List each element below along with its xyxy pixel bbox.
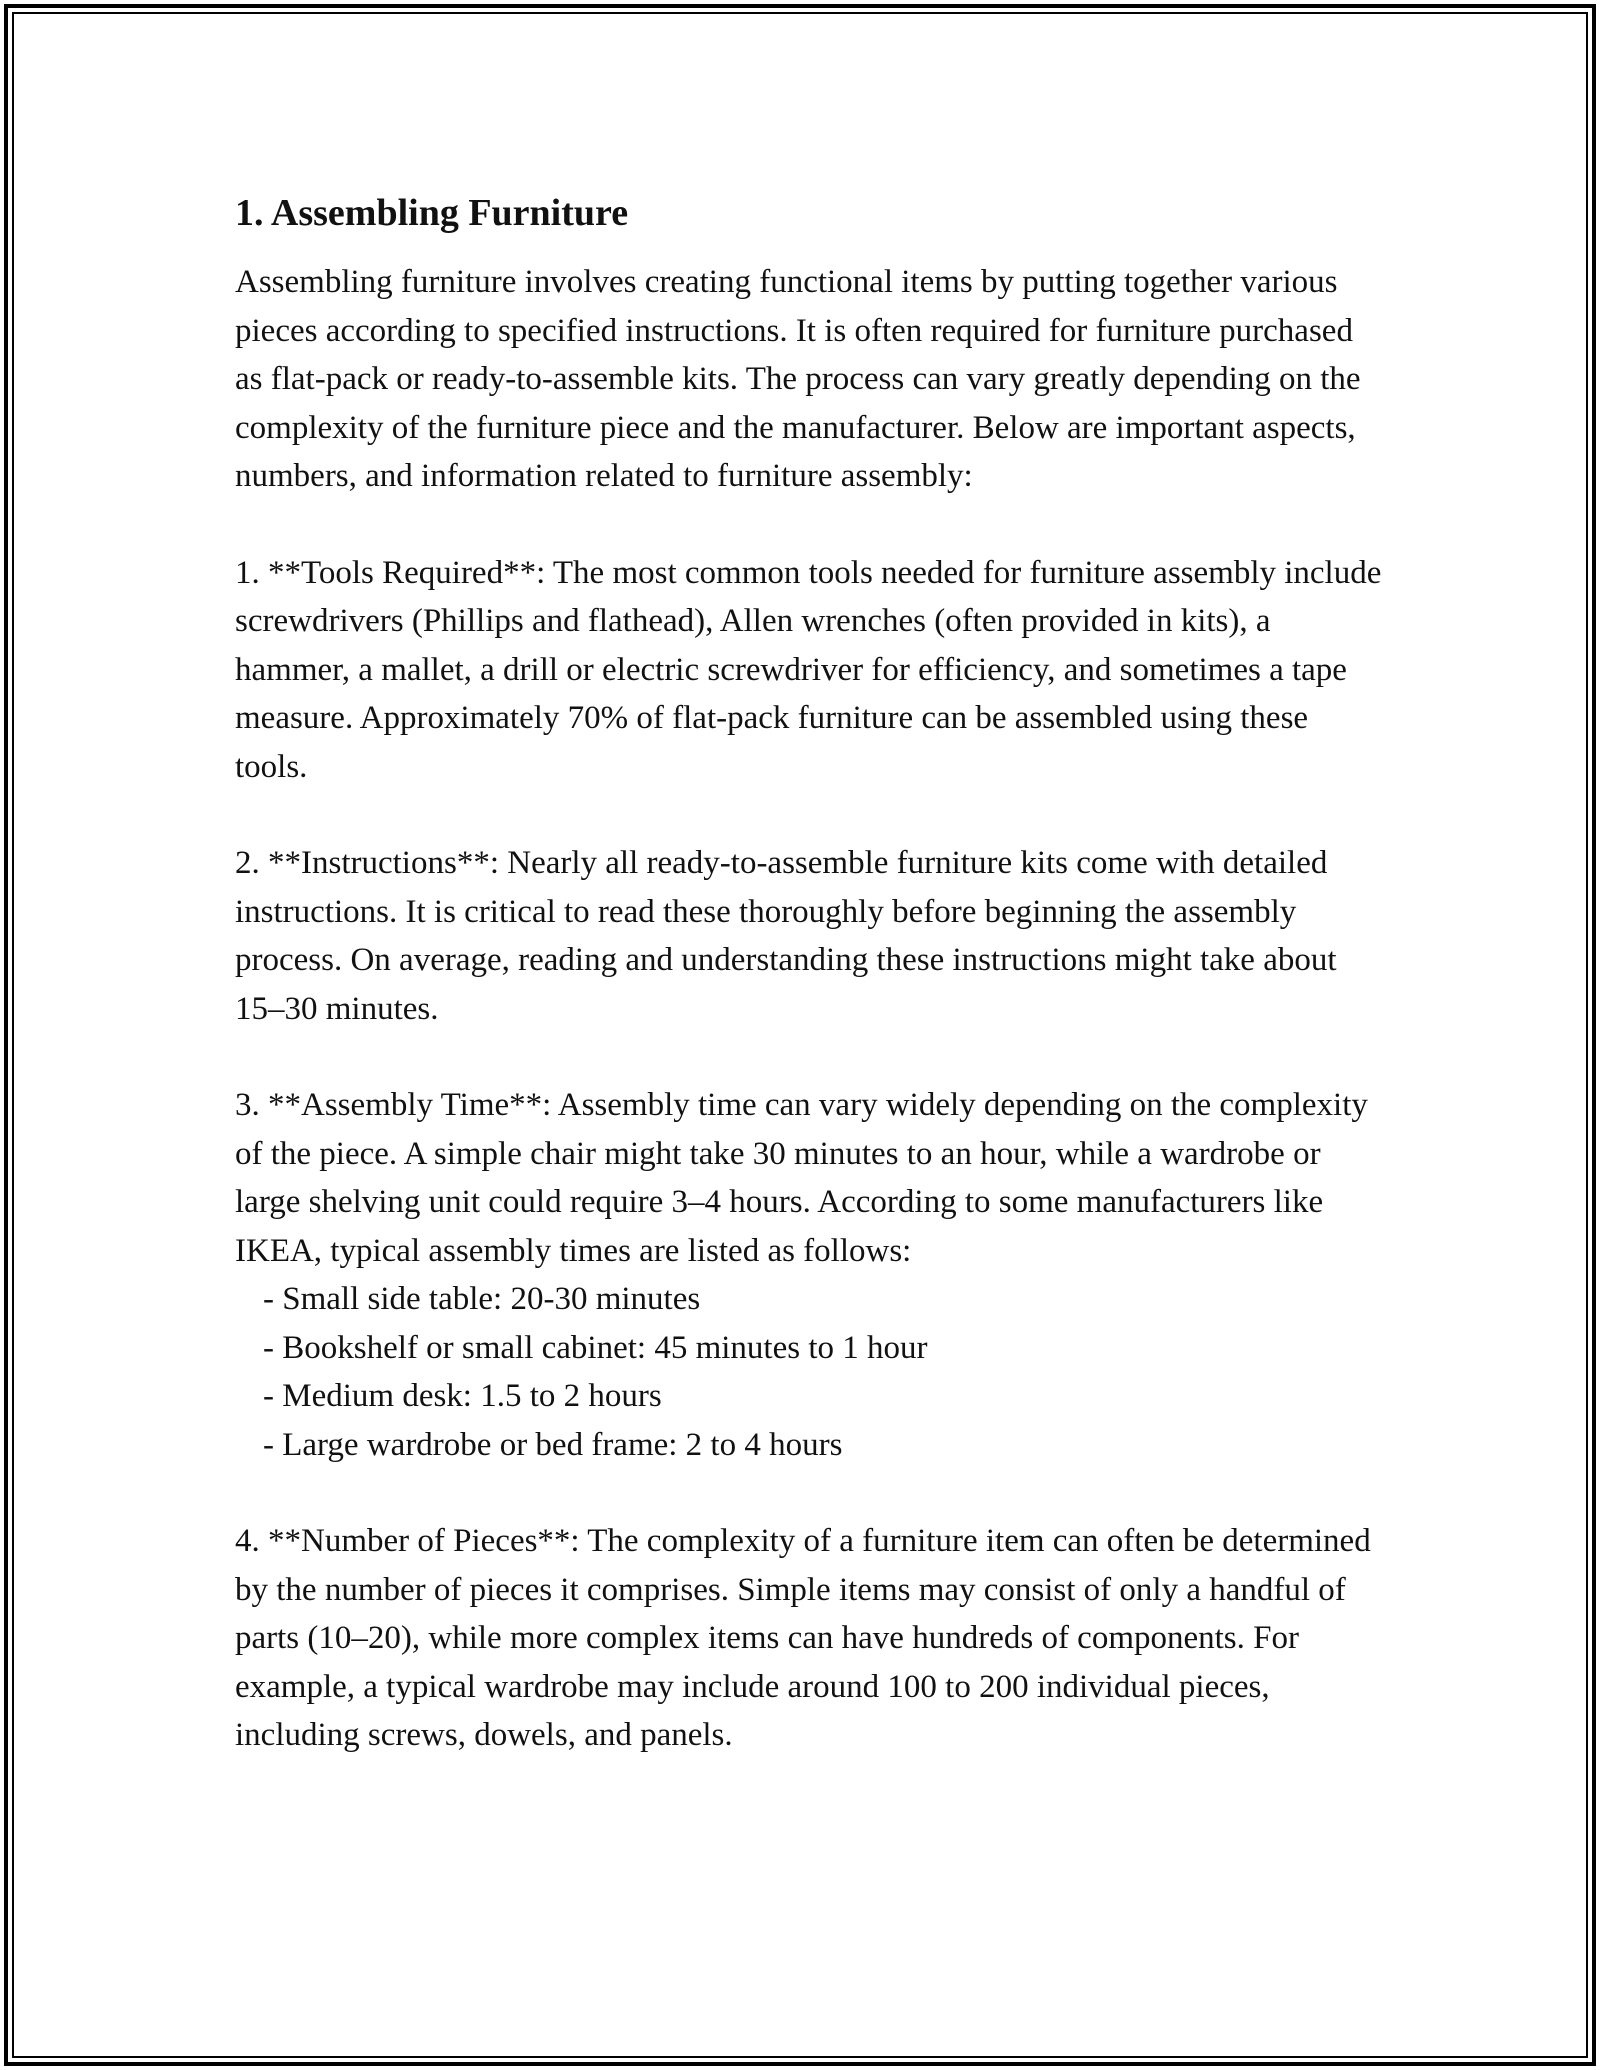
item-number-of-pieces: 4. **Number of Pieces**: The complexity of a furniture item can often be determined by the number of pieces it comprises. Simple items may consist of only a handful of parts (10–20), while more complex items can have hundreds of components. For example, a typical wardrobe may include around 100 to 200 individual pieces, including screws, dowels, and panels. xyxy=(235,1523,1371,1753)
item-assembly-time xyxy=(235,1081,1385,1469)
list-item: - Medium desk: 1.5 to 2 hours xyxy=(263,1378,662,1414)
document-body xyxy=(235,188,1385,1808)
list-item: - Small side table: 20-30 minutes xyxy=(263,1281,701,1317)
section-title: 1. Assembling Furniture xyxy=(235,192,629,234)
list-item: - Bookshelf or small cabinet: 45 minutes to 1 hour xyxy=(263,1329,928,1366)
intro-paragraph: Assembling furniture involves creating functional items by putting together various pieces according to specified instructions. It is often required for furniture purchased as flat-pack or ready-to-assemble kits. The process can vary greatly depending on the complexity of the furniture piece and the manufacturer. Below are important aspects, numbers, and information related to furniture assembly: xyxy=(235,264,1361,494)
item-assembly-time-text: 3. **Assembly Time**: Assembly time can vary widely depending on the complexity of the piece. A simple chair might take 30 minutes to an hour, while a wardrobe or large shelving unit could require 3–4 hours. According to some manufacturers like IKEA, typical assembly times are listed as follows: xyxy=(235,1087,1368,1269)
list-item: - Large wardrobe or bed frame: 2 to 4 hours xyxy=(263,1426,843,1463)
item-instructions: 2. **Instructions**: Nearly all ready-to-assemble furniture kits come with detailed instructions. It is critical to read these thoroughly before beginning the assembly process. On average, reading and understanding these instructions might take about 15–30 minutes. xyxy=(235,845,1337,1027)
item-tools-required: 1. **Tools Required**: The most common tools needed for furniture assembly include screwdrivers (Phillips and flathead), Allen wrenches (often provided in kits), a hammer, a mallet, a drill or electric screwdriver for efficiency, and sometimes a tape measure. Approximately 70% of flat-pack furniture can be assembled using these tools. xyxy=(235,554,1382,785)
assembly-time-list xyxy=(235,1275,1385,1469)
